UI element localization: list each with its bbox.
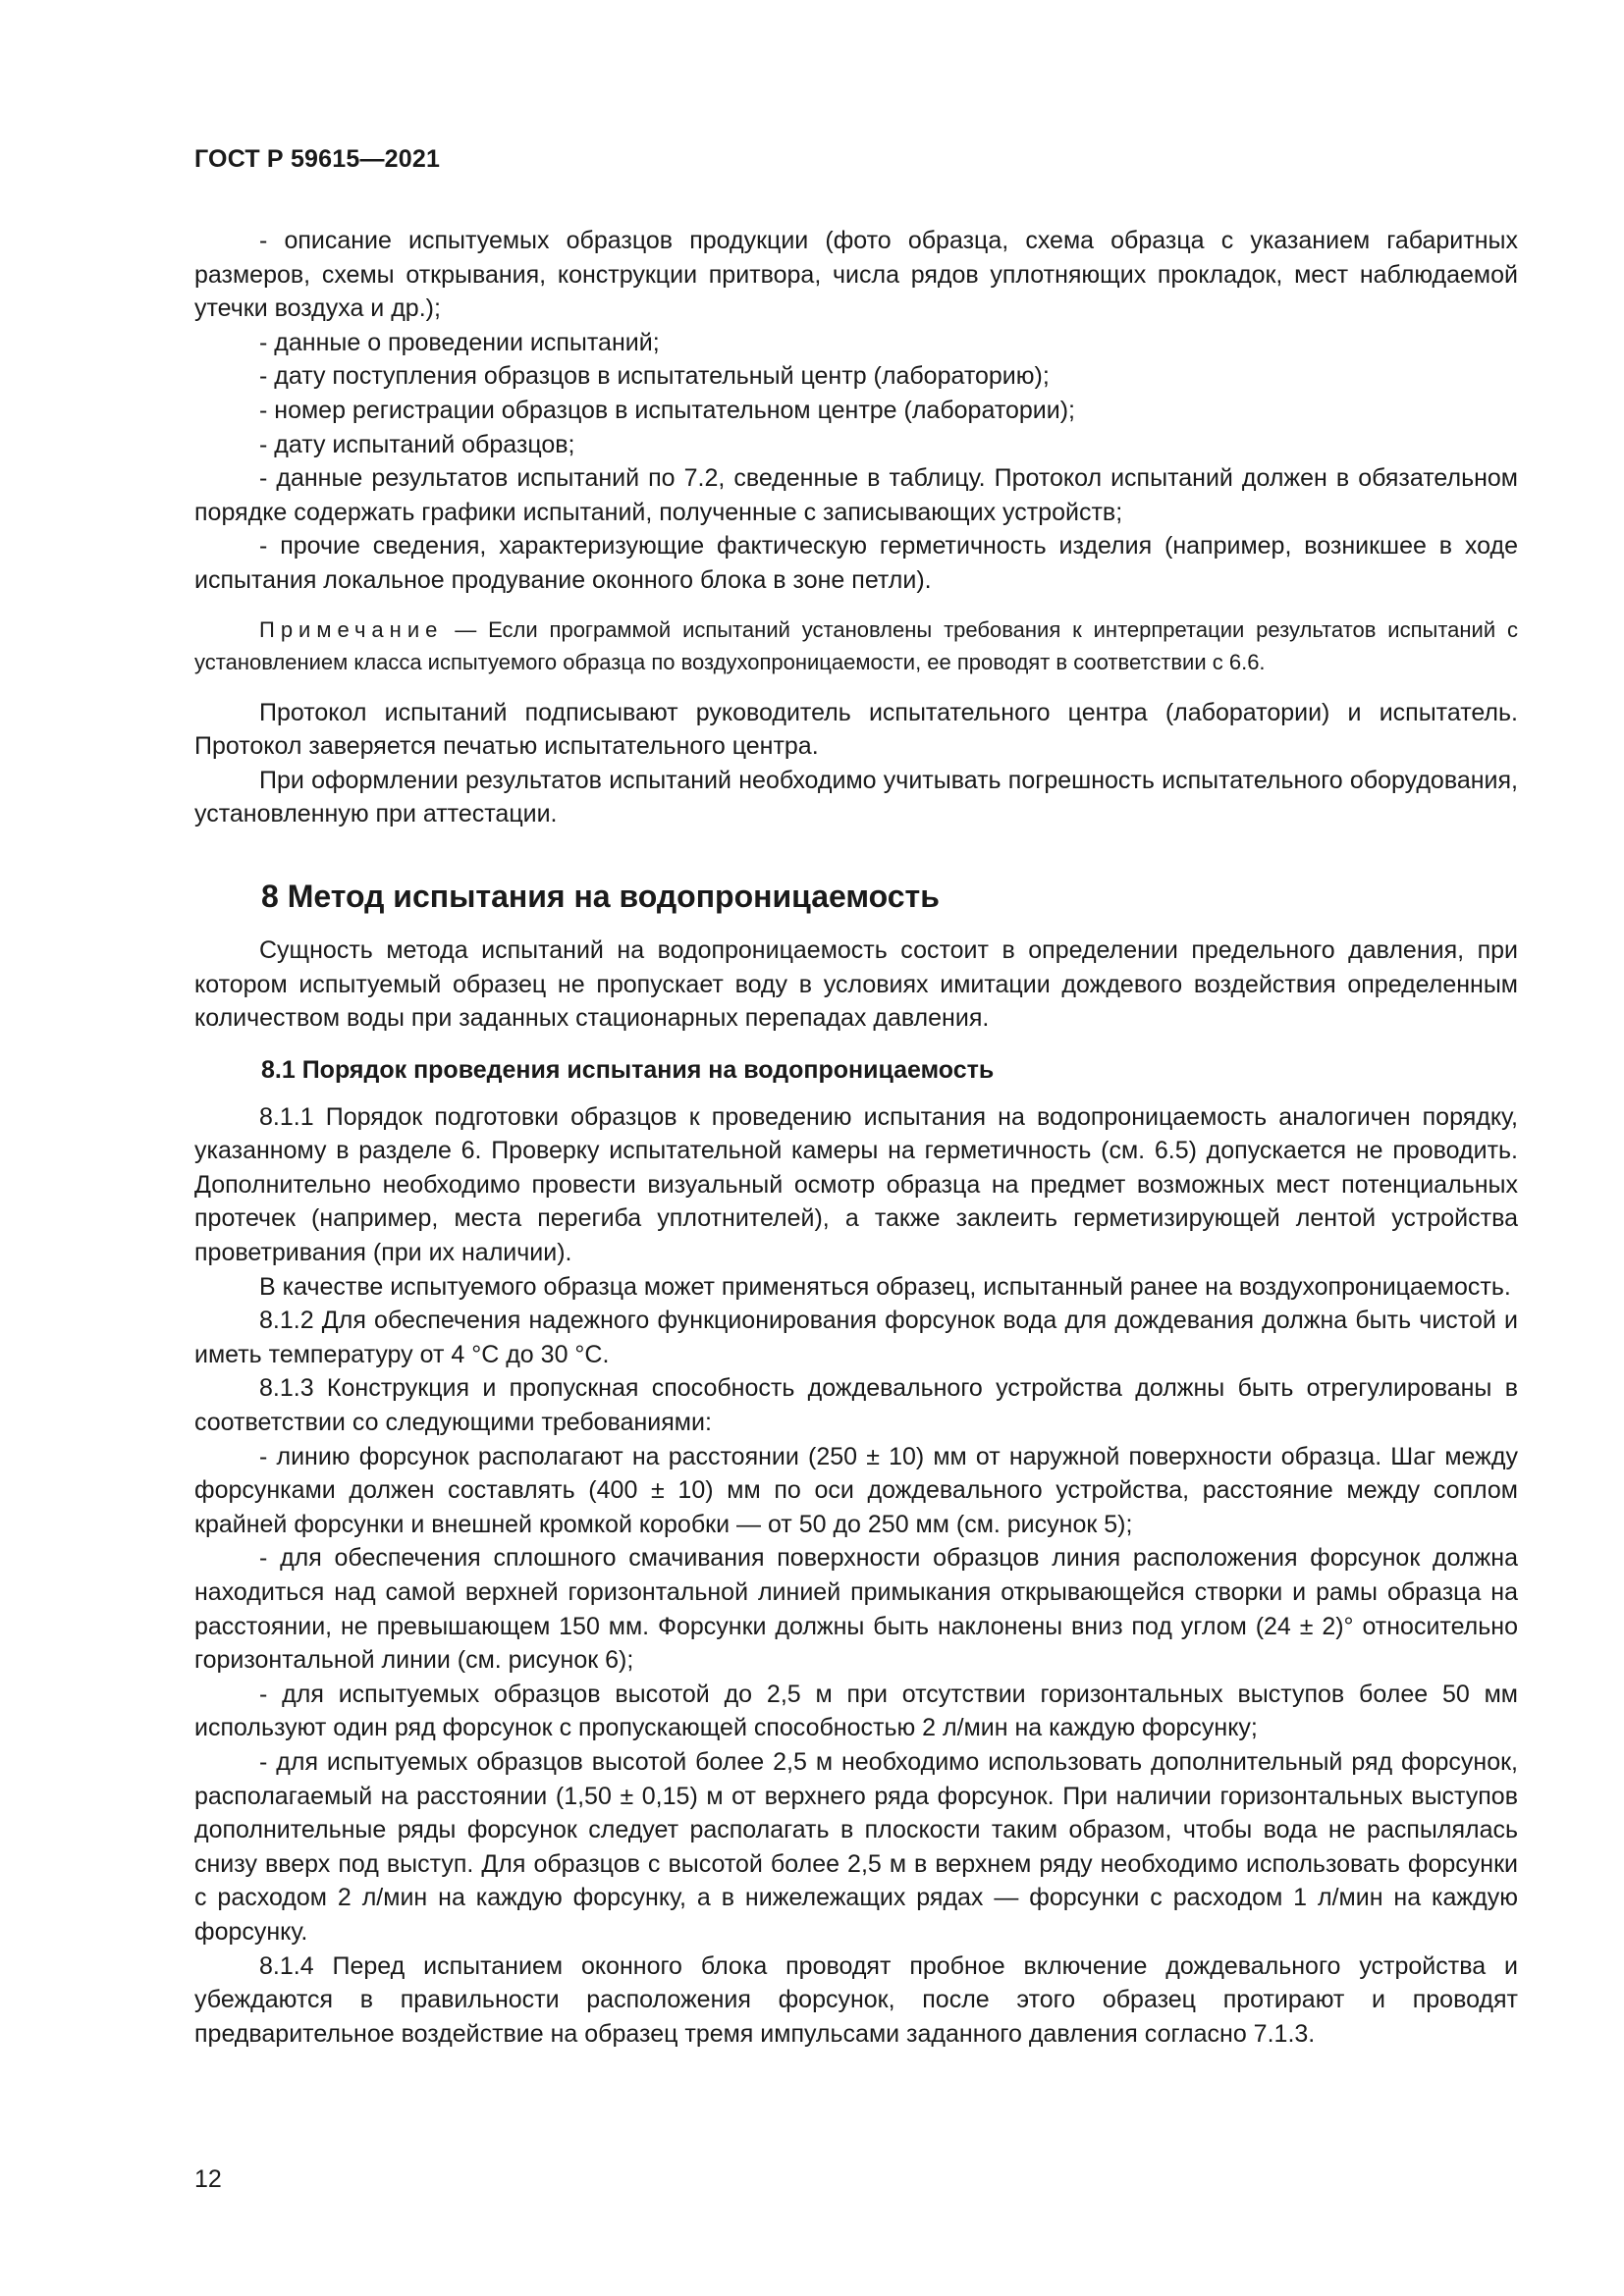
list-item-nozzle-line: - линию форсунок располагают на расстоянии (250 ± 10) мм от наружной поверхности образца. Шаг между форсунками должен составлять (400 ± 10) мм по оси дождевального устройства, расстояние между соплом крайней форсунки и внешней кромкой коробки — от 50 до 250 мм (см. рисунок 5); (194, 1442, 1518, 1538)
document-body (194, 224, 1518, 2051)
note-text: — Если программой испытаний установлены требования к интерпретации результатов испытаний с установлением класса испытуемого образца по воздухопроницаемости, ее проводят в соответствии с 6.6. (194, 616, 1518, 674)
page-number: 12 (194, 2165, 222, 2193)
list-item-receipt-date: - дату поступления образцов в испытательный центр (лабораторию); (259, 362, 1050, 391)
paragraph-sample-reuse: В качестве испытуемого образца может применяться образец, испытанный ранее на воздухопроницаемость. (259, 1272, 1511, 1301)
paragraph-8-1-3: 8.1.3 Конструкция и пропускная способность дождевального устройства должны быть отрегулированы в соответствии со следующими требованиями: (194, 1374, 1518, 1437)
list-item-wetting: - для обеспечения сплошного смачивания поверхности образцов линия расположения форсунок должна находиться над самой верхней горизонтальной линией примыкания открывающейся створки и рамы образца на расстоянии, не превышающем 150 мм. Форсунки должны быть наклонены вниз под углом (24 ± 2)° относительно горизонтальной линии (см. рисунок 6); (194, 1544, 1518, 1675)
paragraph-protocol-signature: Протокол испытаний подписывают руководитель испытательного центра (лаборатории) и испытатель. Протокол заверяется печатью испытательного центра. (194, 698, 1518, 761)
document-code-header: ГОСТ Р 59615—2021 (194, 145, 441, 173)
note-paragraph (194, 614, 1518, 678)
paragraph-equipment-error: При оформлении результатов испытаний необходимо учитывать погрешность испытательного оборудования, установленную при аттестации. (194, 766, 1518, 828)
note-label: Примечание (259, 616, 444, 642)
list-item-test-date: - дату испытаний образцов; (259, 430, 575, 458)
list-item-sample-description: - описание испытуемых образцов продукции (фото образца, схема образца с указанием габаритных размеров, схемы открывания, конструкции притвора, числа рядов уплотняющих прокладок, мест наблюдаемой утечки воздуха и др.); (194, 227, 1518, 323)
list-item-results-data: - данные результатов испытаний по 7.2, сведенные в таблицу. Протокол испытаний должен в обязательном порядке содержать графики испытаний, полученные с записывающих устройств; (194, 464, 1518, 526)
paragraph-8-1-4: 8.1.4 Перед испытанием оконного блока проводят пробное включение дождевального устройства и убеждаются в правильности расположения форсунок, после этого образец протирают и проводят предварительное воздействие на образец тремя импульсами заданного давления согласно 7.1.3. (194, 1951, 1518, 2048)
list-item-height-up-to-2-5: - для испытуемых образцов высотой до 2,5 м при отсутствии горизонтальных выступов более 50 мм используют один ряд форсунок с пропускающей способностью 2 л/мин на каждую форсунку; (194, 1680, 1518, 1742)
paragraph-8-1-1: 8.1.1 Порядок подготовки образцов к проведению испытания на водопроницаемость аналогичен порядку, указанному в разделе 6. Проверку испытательной камеры на герметичность (см. 6.5) допускается не проводить. Дополнительно необходимо провести визуальный осмотр образца на предмет возможных мест потенциальных протечек (например, места перегиба уплотнителей), а также заклеить герметизирующей лентой устройства проветривания (при их наличии). (194, 1102, 1518, 1267)
paragraph-8-1-2: 8.1.2 Для обеспечения надежного функционирования форсунок вода для дождевания должна быть чистой и иметь температуру от 4 °С до 30 °С. (194, 1307, 1518, 1368)
list-item-registration-number: - номер регистрации образцов в испытательном центре (лаборатории); (259, 396, 1075, 424)
list-item-height-over-2-5: - для испытуемых образцов высотой более 2,5 м необходимо использовать дополнительный ряд форсунок, располагаемый на расстоянии (1,50 ± 0,15) м от верхнего ряда форсунок. При наличии горизонтальных выступов дополнительные ряды форсунок следует располагать в плоскости таким образом, чтобы вода не распылялась снизу вверх под выступ. Для образцов с высотой более 2,5 м в верхнем ряду необходимо использовать форсунки с расходом 2 л/мин на каждую форсунку, а в нижележащих рядах — форсунки с расходом 1 л/мин на каждую форсунку. (194, 1747, 1518, 1946)
section-8-1-heading: 8.1 Порядок проведения испытания на водопроницаемость (261, 1055, 995, 1084)
paragraph-method-essence: Сущность метода испытаний на водопроницаемость состоит в определении предельного давления, при котором испытуемый образец не пропускает воду в условиях имитации дождевого воздействия определенным количеством воды при заданных стационарных перепадах давления. (194, 935, 1518, 1033)
list-item-other-info: - прочие сведения, характеризующие фактическую герметичность изделия (например, возникшее в ходе испытания локальное продувание оконного блока в зоне петли). (194, 532, 1518, 594)
section-8-heading: 8 Метод испытания на водопроницаемость (261, 878, 940, 914)
list-item-test-data: - данные о проведении испытаний; (259, 328, 660, 356)
